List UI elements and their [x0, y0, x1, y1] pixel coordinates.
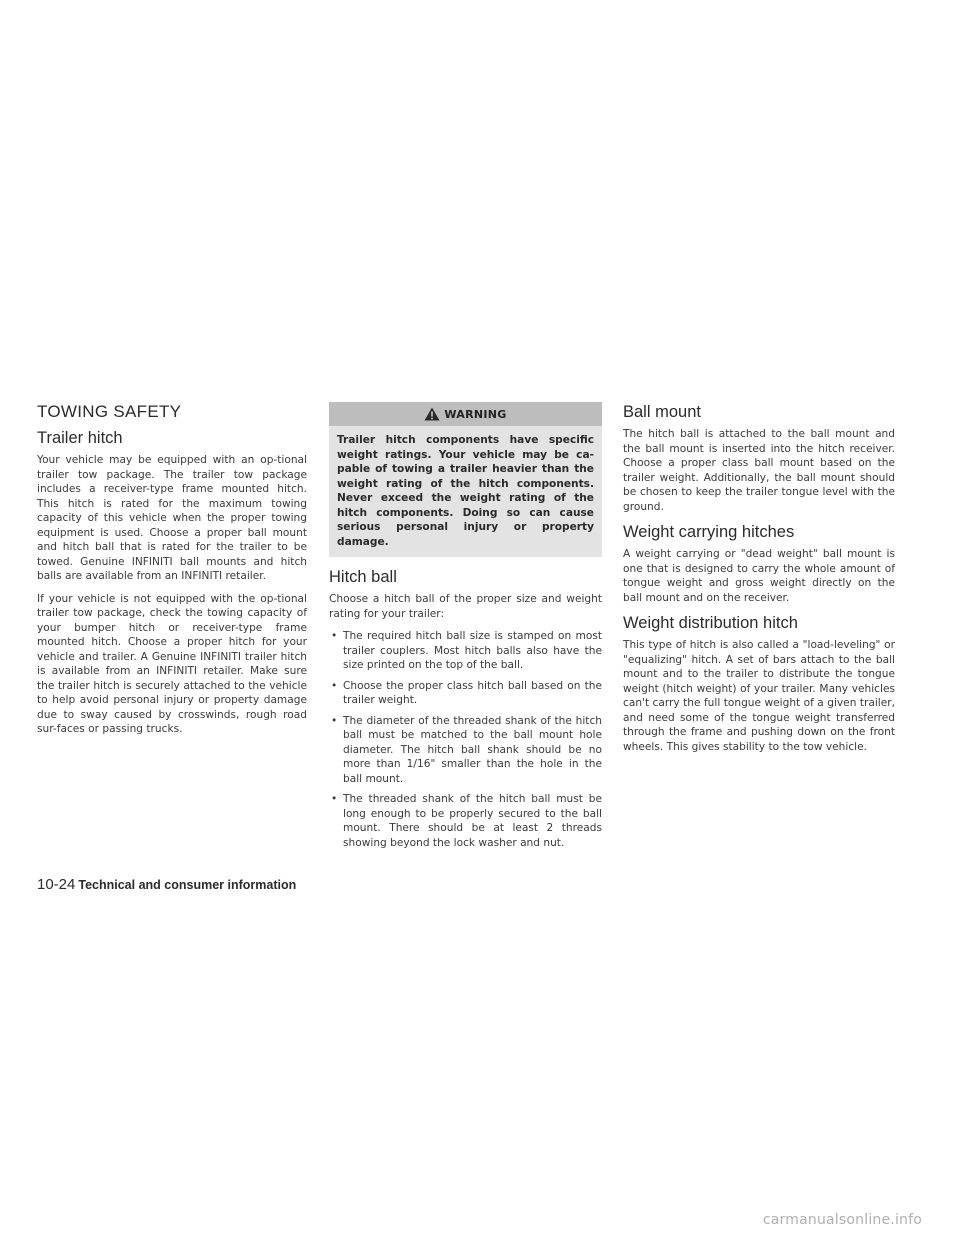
warning-triangle-icon	[424, 407, 440, 421]
bullet-dot: •	[331, 630, 338, 642]
list-item-text: The threaded shank of the hitch ball must be long enough to be properly secured to the ball mount. There should be at least 2 threads showing beyond the lock washer and nut.	[343, 793, 602, 849]
paragraph-hitch-ball-intro: Choose a hitch ball of the proper size and weight rating for your trailer:	[329, 593, 602, 620]
footer-section-title: Technical and consumer information	[78, 878, 297, 892]
section-title: TOWING SAFETY	[37, 402, 182, 421]
list-item-text: The required hitch ball size is stamped on most trailer couplers. Most hitch balls also have the size printed on the top of the ball.	[343, 630, 602, 671]
column-3	[623, 402, 895, 762]
warning-header	[329, 402, 602, 426]
heading-weight-carrying: Weight carrying hitches	[623, 523, 795, 541]
heading-weight-distribution: Weight distribution hitch	[623, 614, 798, 632]
heading-hitch-ball: Hitch ball	[329, 568, 397, 586]
warning-text: Trailer hitch components have specific weight ratings. Your vehicle may be ca-pable of towing a trailer heavier than the weight rating of the hitch components. Never exceed the weight rating of the hitch components. Doing so can cause serious personal injury or property damage.	[329, 426, 602, 557]
list-item	[329, 629, 602, 673]
list-item-text: Choose the proper class hitch ball based on the trailer weight.	[343, 679, 602, 706]
paragraph-weight-carrying: A weight carrying or "dead weight" ball mount is one that is designed to carry the whole amount of tongue weight and gross weight directly on the ball mount and on the receiver.	[623, 548, 895, 604]
hitch-ball-list	[329, 629, 602, 850]
paragraph-ball-mount: The hitch ball is attached to the ball mount and the ball mount is inserted into the hitch receiver. Choose a proper class ball mount based on the trailer weight. Additionally, the ball mount should be chosen to keep the trailer tongue level with the ground.	[623, 428, 895, 513]
list-item-text: The diameter of the threaded shank of the hitch ball must be matched to the ball mount hole diameter. The hitch ball shank should be no more than 1/16" smaller than the hole in the ball mount.	[343, 714, 602, 785]
column-1	[37, 402, 307, 745]
paragraph-weight-distribution: This type of hitch is also called a "load-leveling" or "equalizing" hitch. A set of bars attach to the ball mount and to the trailer to distribute the tongue weight (hitch weight) of your trailer. Many vehicles can't carry the full tongue weight of a given trailer, and need some of the tongue weight transferred through the frame and pushing down on the front wheels. This gives stability to the tow vehicle.	[623, 639, 895, 753]
page-footer	[37, 876, 296, 893]
paragraph-trailer-hitch-2: If your vehicle is not equipped with the op-tional trailer tow package, check the towing capacity of your bumper hitch or receiver-type frame mounted hitch. Choose a proper hitch for your vehicle and trailer. A Genuine INFINITI trailer hitch is available from an INFINITI retailer. Make sure the trailer hitch is securely attached to the vehicle to help avoid personal injury or property damage due to sway caused by crosswinds, rough road sur-faces or passing trucks.	[37, 592, 307, 735]
heading-trailer-hitch: Trailer hitch	[37, 429, 123, 447]
page-number: 10-24	[37, 876, 76, 893]
heading-ball-mount: Ball mount	[623, 403, 701, 421]
warning-label: WARNING	[444, 407, 507, 421]
bullet-dot: •	[331, 793, 338, 805]
column-2	[329, 402, 602, 856]
list-item	[329, 679, 602, 708]
watermark: carmanualsonline.info	[762, 1212, 922, 1228]
bullet-dot: •	[331, 714, 338, 727]
list-item	[329, 792, 602, 850]
list-item	[329, 714, 602, 787]
paragraph-trailer-hitch-1: Your vehicle may be equipped with an op-tional trailer tow package. The trailer tow package includes a receiver-type frame mounted hitch. This hitch is rated for the maximum towing capacity of this vehicle when the proper towing equipment is used. Choose a proper ball mount and hitch ball that is rated for the trailer to be towed. Genuine INFINITI ball mounts and hitch balls are available from an INFINITI retailer.	[37, 454, 307, 582]
bullet-dot: •	[331, 679, 338, 692]
warning-box	[329, 402, 602, 557]
